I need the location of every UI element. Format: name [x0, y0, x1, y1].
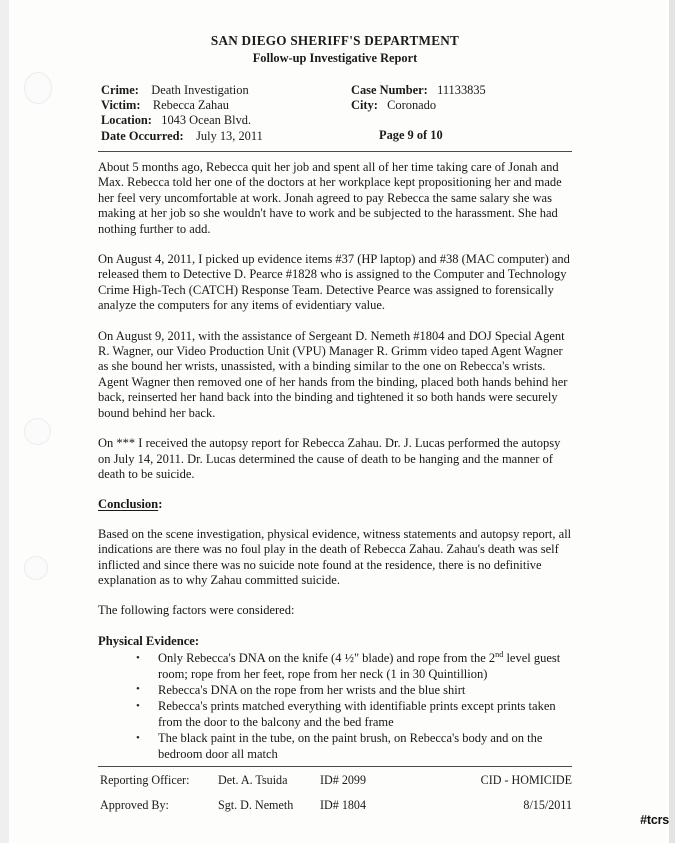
conclusion-heading-text: Conclusion — [98, 497, 159, 512]
metadata-row-date — [101, 129, 351, 144]
bullet-text-a: Rebecca's prints matched everything with identifiable prints except prints taken from the door to the balcony and the bed frame — [158, 699, 556, 729]
victim-label: Victim: — [101, 98, 141, 113]
city-label: City: — [351, 98, 378, 113]
footer-row-approved-by — [98, 798, 572, 823]
crime-label: Crime: — [101, 83, 139, 97]
reporting-officer-label: Reporting Officer: — [100, 773, 190, 787]
document-content — [98, 0, 572, 763]
report-body — [98, 160, 572, 762]
metadata-row-victim — [101, 98, 351, 113]
hole-punch-artifact-bottom — [24, 556, 48, 580]
list-item — [136, 699, 572, 730]
metadata-row-location — [101, 113, 351, 128]
conclusion-heading-colon: : — [158, 497, 163, 512]
footer-row-reporting-officer — [98, 773, 572, 798]
paragraph-autopsy-report: On *** I received the autopsy report for Rebecca Zahau. Dr. J. Lucas performed the autopsy on July 14, 2011. Dr. Lucas determined the cause of death to be hanging and the manner of death to be suicide. — [98, 436, 561, 481]
page-right-edge — [669, 0, 675, 843]
approved-by-name: Sgt. D. Nemeth — [218, 798, 294, 812]
paragraph-evidence-transfer: On August 4, 2011, I picked up evidence items #37 (HP laptop) and #38 (MAC computer) and released them to Detective D. Pearce #1828 who is assigned to the Computer and Technology Crime High-Tech (CATCH) Response Team. Detective Pearce was assigned to forensically analyze the computers for any items of evidentiary value. — [98, 252, 570, 313]
case-number-label: Case Number: — [351, 83, 428, 97]
metadata-row-case-number — [351, 83, 571, 98]
bullet-text-a: Only Rebecca's DNA on the knife (4 ½" blade) and rope from the 2 — [158, 651, 496, 666]
report-footer — [98, 766, 572, 823]
physical-evidence-heading: Physical Evidence: — [98, 633, 200, 648]
assigned-unit: CID - HOMICIDE — [480, 773, 572, 787]
bullet-text-b: level guest room; rope from her feet, rope from her neck (1 in 30 Quintillion) — [158, 651, 561, 681]
header-divider-rule — [98, 151, 572, 152]
conclusion-heading — [98, 497, 572, 512]
location-label: Location: — [101, 113, 152, 128]
date-occurred-label: Date Occurred: — [101, 128, 184, 143]
physical-evidence-list — [98, 651, 572, 762]
paragraph-factors-lead-in: The following factors were considered: — [98, 603, 295, 618]
footer-divider-rule — [98, 766, 572, 767]
metadata-right-column — [351, 83, 571, 143]
date-occurred-value: July 13, 2011 — [196, 128, 263, 143]
page-left-margin-shadow — [0, 0, 9, 843]
victim-value: Rebecca Zahau — [152, 98, 229, 113]
metadata-left-column — [101, 83, 351, 144]
approved-by-label: Approved By: — [100, 798, 169, 812]
location-value: 1043 Ocean Blvd. — [161, 113, 252, 128]
report-title: Follow-up Investigative Report — [252, 51, 418, 65]
paragraph-conclusion: Based on the scene investigation, physical evidence, witness statements and autopsy report, all indications are there was no foul play in the death of Rebecca Zahau. Zahau's death was self inflicted and since there was no suicide note found at the residence, there is no definitive explanation as to why Zahau committed suicide. — [98, 526, 572, 587]
city-value: Coronado — [387, 98, 437, 113]
approved-date: 8/15/2011 — [523, 798, 572, 812]
watermark-tag: #tcrs — [640, 813, 669, 827]
list-item — [136, 731, 572, 762]
crime-value: Death Investigation — [151, 83, 249, 97]
approved-by-id: ID# 1804 — [320, 798, 367, 812]
hole-punch-artifact-middle — [24, 418, 51, 445]
list-item — [136, 683, 572, 698]
reporting-officer-id: ID# 2099 — [320, 773, 367, 787]
bullet-text-a: The black paint in the tube, on the paint brush, on Rebecca's body and on the bedroom door all match — [158, 731, 543, 761]
metadata-row-crime — [101, 83, 351, 98]
hole-punch-artifact-top — [24, 72, 52, 104]
reporting-officer-name: Det. A. Tsuida — [218, 773, 288, 787]
case-metadata-block — [98, 83, 572, 147]
list-item — [136, 651, 572, 682]
bullet-text-a: Rebecca's DNA on the rope from her wrists and the blue shirt — [158, 682, 466, 697]
page-indicator: Page 9 of 10 — [379, 128, 443, 143]
agency-title: SAN DIEGO SHERIFF'S DEPARTMENT — [210, 33, 460, 48]
paragraph-employment-history: About 5 months ago, Rebecca quit her job and spent all of her time taking care of Jonah and Max. Rebecca told her one of the doctors at her workplace kept propositioning her and made her feel very uncomfortable at work. Jonah agreed to pay Rebecca the same salary she was making at her job so she wouldn't have to work and be subjected to the harassment. She had nothing further to add. — [98, 160, 562, 236]
paragraph-binding-reenactment: On August 9, 2011, with the assistance of Sergeant D. Nemeth #1804 and DOJ Special Agent R. Wagner, our Video Production Unit (VPU) Manager R. Grimm video taped Agent Wagner as she bound her wrists, unassisted, with a binding similar to the one on Rebecca's wrists. Agent Wagner then removed one of her hands from the binding, placed both hands behind her back, reinserted her hand back into the binding and tightened it so both hands were securely bound behind her back. — [98, 328, 568, 420]
metadata-row-city — [351, 98, 571, 113]
case-number-value: 11133835 — [437, 83, 486, 97]
bullet-superscript: nd — [495, 650, 504, 659]
